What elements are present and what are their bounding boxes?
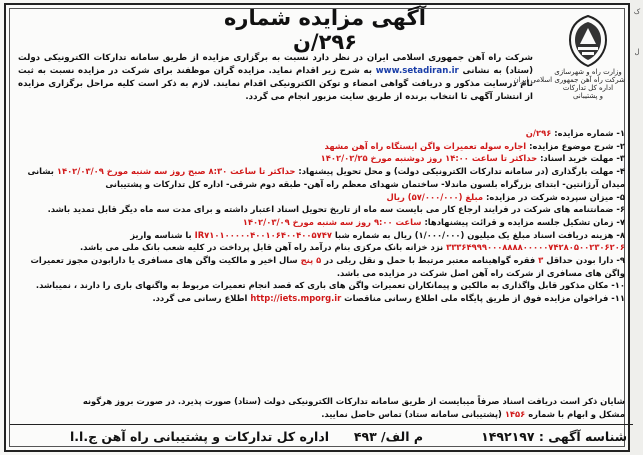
payment-id: ۳۳۳۶۴۹۹۹۰۰۰۸۸۸۸۰۰۰۰۰۷۴۲۸۰۵۰۰۲۳۰۶۲۰۶: [446, 242, 625, 253]
iets-link[interactable]: http://iets.mporg.ir: [250, 293, 342, 304]
setad-link[interactable]: www.setadiran.ir: [375, 66, 459, 76]
item-number: ۱۰: [614, 280, 625, 291]
list-item: ۵- میزان سپرده شرکت در مزایده: مبلغ (۵۷/۰۰۰/۰۰۰) ریال: [386, 191, 625, 202]
list-item: ۲- شرح موضوع مزایده: اجاره سوله تعمیرات واگن ایستگاه راه آهن مشهد: [324, 140, 625, 151]
item-label: مهلت بارگذاری (در سامانه تدارکات الکترونیکی دولت) و محل تحویل پیشنهاد:: [298, 166, 614, 177]
item-value: مبلغ (۵۷/۰۰۰/۰۰۰) ریال: [386, 191, 484, 202]
item-label: هزینه دریافت اسناد مبلغ یک میلیون (۱/۰۰۰/۰۰۰) ریال به شماره شبا: [334, 229, 614, 240]
sheba-number: IR۷۱۰۱۰۰۰۰۰۴۰۰۱۰۶۴۰۰۴۰۰۵۷۴۷: [194, 229, 332, 240]
item-number: ۲: [619, 140, 625, 151]
issuing-office: اداره کل تدارکات و پشتیبانی راه آهن ج.ا.ا: [70, 429, 330, 444]
list-item: ۸- هزینه دریافت اسناد مبلغ یک میلیون (۱/۰۰۰/۰۰۰) ریال به شماره شبا IR۷۱۰۱۰۰۰۰۰۴۰۰۱۰۶۴۰۰۴۰۰۵۷۴۷ با شناسه واریز ۳۳۳۶۴۹۹۹۰۰۰۸۸۸۸۰۰۰۰۰۷۴۲۸۰۵۰۰۲۳۰۶۲۰۶ نزد خزانه بانک مرکزی بنام درآمد راه آهن قابل پرداخت در کلیه شعب بانک ملی می باشد.: [79, 229, 625, 253]
conditions-list: [18, 127, 625, 305]
item-value: اجاره سوله تعمیرات واگن ایستگاه راه آهن مشهد: [324, 140, 527, 151]
item-mid: با شناسه واریز: [130, 229, 192, 240]
item-rest: نزد خزانه بانک مرکزی بنام درآمد راه آهن قابل پرداخت در کلیه شعب بانک ملی می باشد.: [79, 242, 444, 253]
item-label: زمان تشکیل جلسه مزایده و قرائت پیشنهادها:: [424, 216, 614, 227]
page-edge-strip: [630, 0, 643, 455]
item-number: ۷: [619, 216, 625, 227]
edge-text-top: ک: [633, 8, 641, 16]
list-item: ۴- مهلت بارگذاری (در سامانه تدارکات الکترونیکی دولت) و محل تحویل پیشنهاد: حداکثر تا ساعت ۸:۳۰ صبح روز سه شنبه مورخ ۱۴۰۲/۰۳/۰۹ بشانی میدان آرژانتین- ابتدای بزرگراه بلسون ماندلا- ساختمان شهدای معظم راه آهن- طبقه دوم شرقی- اداره کل تدارکات و پشتیبانی: [27, 166, 625, 189]
list-item: ۱۰- مکان مذکور قابل واگذاری به مالکین و پیمانکاران تعمیرات واگن های باری که قصد انجام تعمیرات مربوط به واگنهای باری را دارند ، نمیباشد.: [35, 280, 625, 291]
item-value: حداکثر تا ساعت ۸:۳۰ صبح روز سه شنبه مورخ: [106, 166, 296, 177]
closing-text: مشکل و ابهام با شماره: [528, 408, 625, 419]
intro-text-start: شرکت راه آهن جمهوری اسلامی ایران در نظر دارد نسبت به برگزاری مزایده از طریق سامانه تدارکات الکترونیکی دولت (ستاد) به نشانی: [18, 53, 533, 76]
intro-paragraph: [18, 52, 533, 104]
item-label: شماره مزایده:: [554, 128, 614, 138]
closing-line-2: [18, 408, 625, 421]
list-item: ۶- ضمانتنامه های شرکت در فرایند ارجاع کار می بایست سه ماه از تاریخ تحویل اسناد اعتبار داشته و برای مدت سه ماه دیگر قابل تمدید باشد.: [47, 204, 625, 215]
ad-footer: [10, 428, 633, 446]
support-phone: ۱۴۵۶: [504, 408, 526, 419]
item-label: ضمانتنامه های شرکت در فرایند ارجاع کار می بایست سه ماه از تاریخ تحویل اسناد اعتبار داشته و برای مدت سه ماه دیگر قابل تمدید باشد.: [47, 204, 614, 215]
item-value-years: ۵ پنج: [300, 255, 322, 266]
closing-note: [18, 395, 625, 420]
list-item: ۱۱- فراخوان مزایده فوق از طریق پایگاه ملی اطلاع رسانی مناقصات http://iets.mporg.ir اطلاع رسانی می گردد.: [152, 293, 625, 304]
closing-line-1: شایان ذکر است دریافت اسناد صرفاً میبایست از طریق سامانه تدارکات الکترونیکی دولت (ستاد) صورت پذیرد. در صورت بروز هرگونه: [82, 396, 625, 406]
organization-logo-block: [513, 14, 625, 100]
org-line-support: و پشتیبانی: [572, 92, 604, 100]
intro-text-end: به شرح زیر اقدام نماید. مزایده گران موظفند برای شرکت در مزایده نسبت به ثبت نام درسایت مذکور و دریافت گواهی امضاء و توکن الکترونیکی اقدام نمایند. لازم به ذکر است کلیه مراحل برگزاری مزایده از انتشار آگهی تا انتخاب برنده از طریق سایت مزبور انجام می گردد.: [18, 66, 533, 102]
list-item: ۷- زمان تشکیل جلسه مزایده و قرائت پیشنهادها: ساعت ۹:۰۰ روز سه شنبه مورخ ۱۴۰۲/۰۳/۰۹: [242, 216, 625, 227]
reference-number: م الف/ ۴۹۳: [353, 429, 423, 444]
item-rest: بشانی میدان آرژانتین- ابتدای بزرگراه بلسون ماندلا- ساختمان شهدای معظم راه آهن- طبقه دوم شرقی- اداره کل تدارکات و پشتیبانی: [27, 166, 625, 189]
org-line-department: اداره کل تدارکات: [562, 84, 614, 92]
item-number: ۶: [619, 204, 625, 215]
item-label: فراخوان مزایده فوق از طریق پایگاه ملی اطلاع رسانی مناقصات: [344, 293, 609, 304]
closing-text-end: (پشتیبانی سامانه ستاد) تماس حاصل نمایید.: [321, 408, 502, 419]
item-number: ۸: [619, 229, 625, 240]
footer-divider: [10, 424, 633, 425]
item-number: ۹: [619, 255, 625, 266]
item-number: ۳: [619, 153, 625, 164]
list-item: ۹- دارا بودن حداقل ۳ فقره گواهینامه معتبر مرتبط با حمل و نقل ریلی در ۵ پنج سال اخیر و مالکیت واگن های مسافری یا دارابودن مجوز تعمیرات واگن های مسافری از شرکت راه آهن اصل شرکت در مزایده می باشد.: [30, 255, 625, 278]
edge-text-mid: ل: [634, 48, 640, 56]
item-label: میزان سپرده شرکت در مزایده:: [486, 191, 614, 202]
ad-title: آگهی مزایده شماره ۲۹۶/ن: [224, 6, 426, 54]
item-value: ۳: [538, 255, 544, 266]
item-label: مکان مذکور قابل واگذاری به مالکین و پیمانکاران تعمیرات واگن های باری که قصد انجام تعمیرات مربوط به واگنهای باری را دارند ، نمیباشد.: [35, 280, 609, 291]
notice-id: شناسه آگهی : ۱۴۹۲۱۹۷: [481, 429, 627, 444]
item-label: دارا بودن حداقل: [546, 255, 614, 266]
item-rest: سال اخیر و مالکیت واگن های مسافری یا دارابودن مجوز تعمیرات واگن های مسافری از شرکت راه آهن اصل شرکت در مزایده می باشد.: [30, 255, 625, 278]
item-number: ۵: [619, 191, 625, 202]
item-number: ۴: [619, 166, 625, 177]
item-date: ۱۴۰۲/۰۳/۰۹: [56, 166, 104, 177]
item-value: ساعت ۹:۰۰ روز سه شنبه مورخ ۱۴۰۲/۰۳/۰۹: [242, 216, 422, 227]
item-label: مهلت خرید اسناد:: [540, 153, 614, 164]
item-label: شرح موضوع مزایده:: [529, 140, 614, 151]
item-rest: اطلاع رسانی می گردد.: [152, 293, 248, 304]
org-line-ministry: وزارت راه و شهرسازی: [554, 68, 622, 76]
list-item: ۳- مهلت خرید اسناد: حداکثر تا ساعت ۱۴:۰۰ روز دوشنبه مورخ ۱۴۰۲/۰۲/۲۵: [320, 153, 625, 164]
item-mid: فقره گواهینامه معتبر مرتبط با حمل و نقل ریلی در: [324, 255, 536, 266]
item-number: ۱: [619, 128, 625, 138]
item-number: ۱۱: [614, 293, 625, 304]
item-value: حداکثر تا ساعت ۱۴:۰۰ روز دوشنبه مورخ ۱۴۰۲/۰۲/۲۵: [320, 153, 538, 164]
org-line-company: شرکت راه آهن جمهوری اسلامی ایران: [513, 76, 625, 84]
railway-emblem-icon: [564, 14, 612, 68]
list-item: ۱- شماره مزایده: ۲۹۶/ن: [525, 128, 625, 138]
item-value: ۲۹۶/ن: [525, 128, 552, 138]
